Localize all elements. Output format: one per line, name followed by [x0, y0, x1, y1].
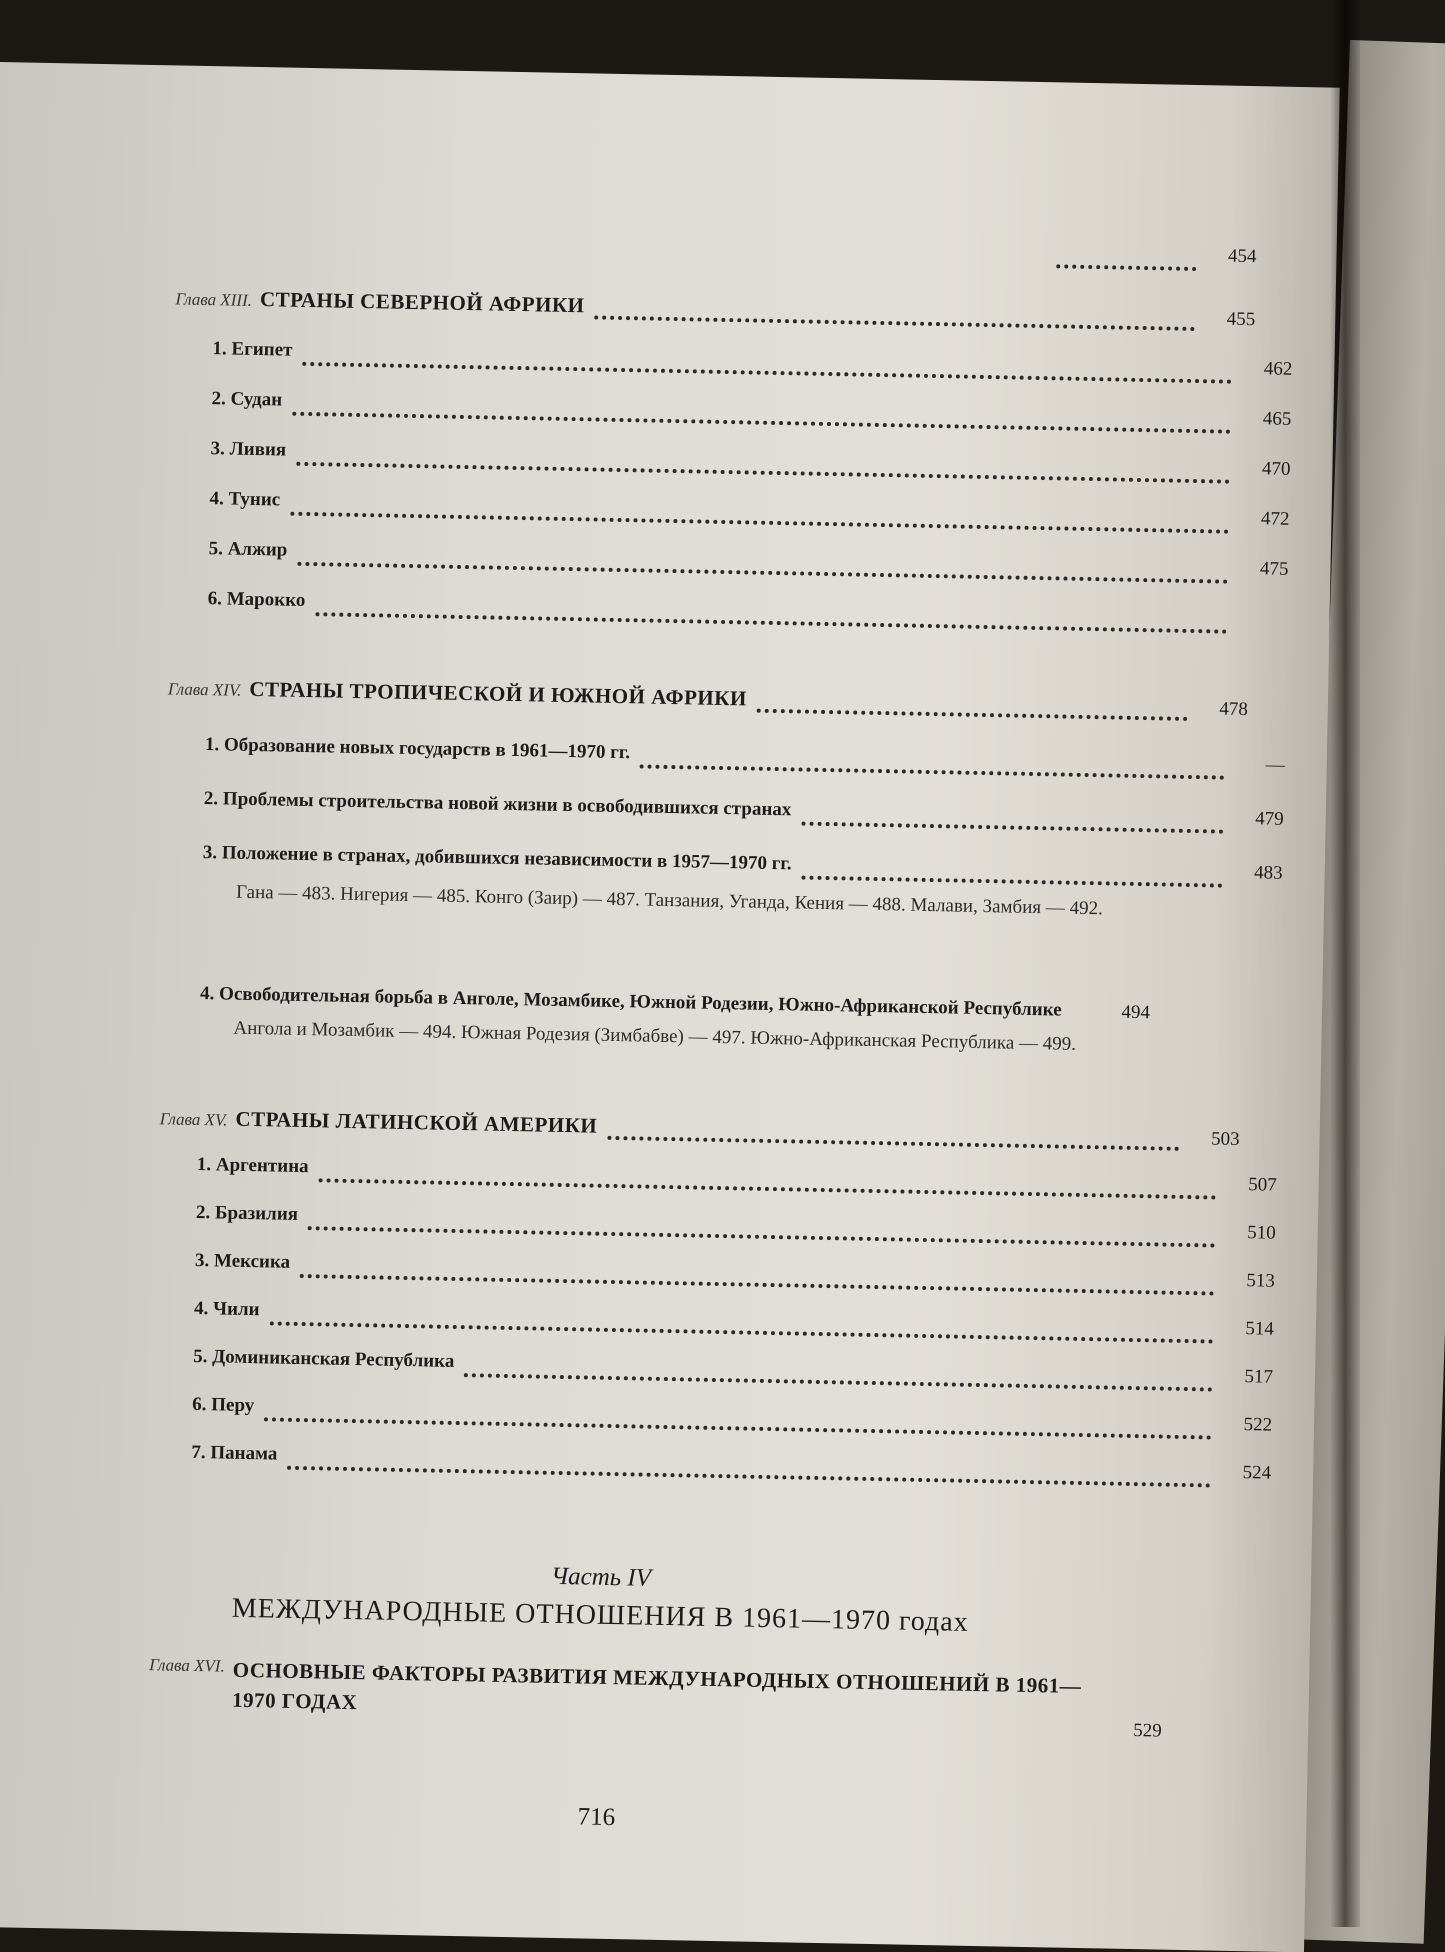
dot-leader	[296, 456, 1230, 484]
page-number: 522	[1243, 1414, 1273, 1436]
dot-leader	[290, 506, 1229, 534]
dot-leader	[464, 1367, 1213, 1391]
chapter-prefix: Глава XVI.	[149, 1655, 226, 1676]
toc-entry	[165, 787, 1283, 842]
dot-leader	[801, 816, 1224, 834]
dot-leader	[297, 556, 1228, 584]
chapter-title: СТРАНЫ ТРОПИЧЕСКОЙ И ЮЖНОЙ АФРИКИ	[249, 676, 748, 711]
page-number: 514	[1245, 1318, 1275, 1340]
entry-label: 6. Марокко	[207, 588, 306, 611]
toc-entry	[158, 1153, 1276, 1208]
page-number: 465	[1262, 408, 1292, 430]
dot-leader	[594, 309, 1195, 331]
dot-leader	[801, 870, 1222, 888]
entry-label: 3. Мексика	[194, 1249, 291, 1273]
dot-leader	[640, 758, 1225, 779]
chapter-title: СТРАНЫ ЛАТИНСКОЙ АМЕРИКИ	[235, 1106, 598, 1138]
entry-label: 2. Проблемы строительства новой жизни в освободившихся странах	[203, 788, 792, 821]
entry-label: 2. Бразилия	[195, 1201, 299, 1225]
entry-label: 5. Алжир	[208, 538, 288, 561]
toc-entry	[153, 1441, 1271, 1496]
chapter-title: ОСНОВНЫЕ ФАКТОРЫ РАЗВИТИЯ МЕЖДУНАРОДНЫХ ОТНОШЕНИЙ В 1961—1970 ГОДАХ	[231, 1657, 1082, 1715]
book-gutter-shadow	[1330, 0, 1360, 1927]
entry-label: 1. Образование новых государств в 1961—1970 гг.	[204, 734, 631, 764]
dot-leader	[269, 1315, 1214, 1343]
dot-leader	[264, 1411, 1212, 1439]
toc-entry	[172, 437, 1290, 492]
book-page	[0, 62, 1340, 1952]
chapter-title: СТРАНЫ СЕВЕРНОЙ АФРИКИ	[259, 287, 585, 318]
chapter-heading-15	[159, 1105, 1239, 1160]
toc-entry	[166, 733, 1284, 788]
toc-entry	[155, 1345, 1273, 1400]
toc-entry	[162, 945, 1281, 1026]
page-number: 462	[1263, 358, 1293, 380]
page-number: 478	[1219, 698, 1248, 721]
toc-entry	[171, 487, 1289, 542]
page-number: 510	[1247, 1222, 1276, 1244]
page-number: 454	[1227, 245, 1257, 268]
toc-entry	[173, 387, 1291, 442]
entry-label: 4. Освободительная борьба в Анголе, Мозамбике, Южной Родезии, Южно-Африканской Республике	[199, 983, 1062, 1021]
toc-continuation-row	[176, 225, 1256, 280]
part-number: Часть IV	[550, 1562, 652, 1592]
chapter-heading-16	[148, 1653, 1229, 1744]
chapter-prefix: Глава XV.	[159, 1109, 228, 1130]
entry-label: 3. Ливия	[210, 438, 287, 461]
page-number: 529	[1133, 1720, 1162, 1742]
part-title: МЕЖДУНАРОДНЫЕ ОТНОШЕНИЯ В 1961—1970 годах	[231, 1592, 969, 1638]
toc-entry	[170, 537, 1288, 592]
page-folio: 716	[577, 1803, 616, 1832]
page-number: 513	[1246, 1270, 1276, 1292]
page-number: 503	[1210, 1128, 1240, 1150]
dot-leader	[315, 606, 1227, 634]
page-number: 455	[1226, 308, 1256, 331]
dot-leader	[757, 703, 1188, 721]
toc-entry	[158, 1201, 1276, 1256]
entry-label: 2. Судан	[211, 388, 283, 411]
page-number: 479	[1255, 808, 1284, 830]
page-number: 507	[1247, 1174, 1277, 1196]
entry-label: 4. Чили	[193, 1297, 260, 1321]
chapter-prefix: Глава XIV.	[167, 679, 242, 700]
page-number: 524	[1242, 1462, 1272, 1484]
page-number: 470	[1261, 458, 1291, 480]
page-number: 472	[1260, 508, 1290, 530]
dot-leader	[287, 1460, 1211, 1488]
toc-entry	[157, 1249, 1275, 1304]
page-number: 483	[1253, 862, 1283, 884]
entry-label: 7. Панама	[191, 1441, 278, 1465]
chapter-prefix: Глава XIII.	[175, 289, 253, 310]
dot-leader	[318, 1172, 1216, 1199]
entry-note: Ангола и Мозамбик — 494. Южная Родезия (Зимбабве) — 497. Южно-Африканская Республика — 499.	[233, 1017, 1077, 1055]
chapter-heading-14	[168, 675, 1248, 730]
dot-leader	[300, 1268, 1215, 1296]
dot-leader	[302, 356, 1232, 384]
page-number: —	[1265, 754, 1285, 776]
entry-note: Гана — 483. Нигерия — 485. Конго (Заир) — 487. Танзания, Уганда, Кения — 488. Малави, Замбия — 492.	[235, 881, 1104, 920]
page-number: 475	[1259, 558, 1289, 580]
toc-entry	[174, 337, 1292, 392]
entry-label: 1. Аргентина	[196, 1153, 309, 1178]
entry-label: 4. Тунис	[209, 488, 281, 511]
dot-leader	[308, 1220, 1216, 1247]
page-number: 494	[1121, 1001, 1151, 1024]
page-number	[1237, 624, 1287, 625]
table-of-contents	[149, 185, 1293, 1832]
chapter-heading-13	[175, 285, 1255, 340]
dot-leader	[607, 1130, 1180, 1151]
entry-label: 3. Положение в странах, добившихся независимости в 1957—1970 гг.	[202, 842, 792, 875]
toc-entry	[169, 587, 1287, 642]
toc-entry	[154, 1393, 1272, 1448]
entry-label: 1. Египет	[212, 338, 293, 361]
entry-label: 6. Перу	[192, 1393, 255, 1417]
dot-leader	[292, 406, 1231, 434]
entry-label: 5. Доминиканская Республика	[192, 1345, 455, 1372]
page-number: 517	[1244, 1366, 1274, 1388]
dot-leader	[1056, 258, 1196, 271]
toc-entry	[156, 1297, 1274, 1352]
